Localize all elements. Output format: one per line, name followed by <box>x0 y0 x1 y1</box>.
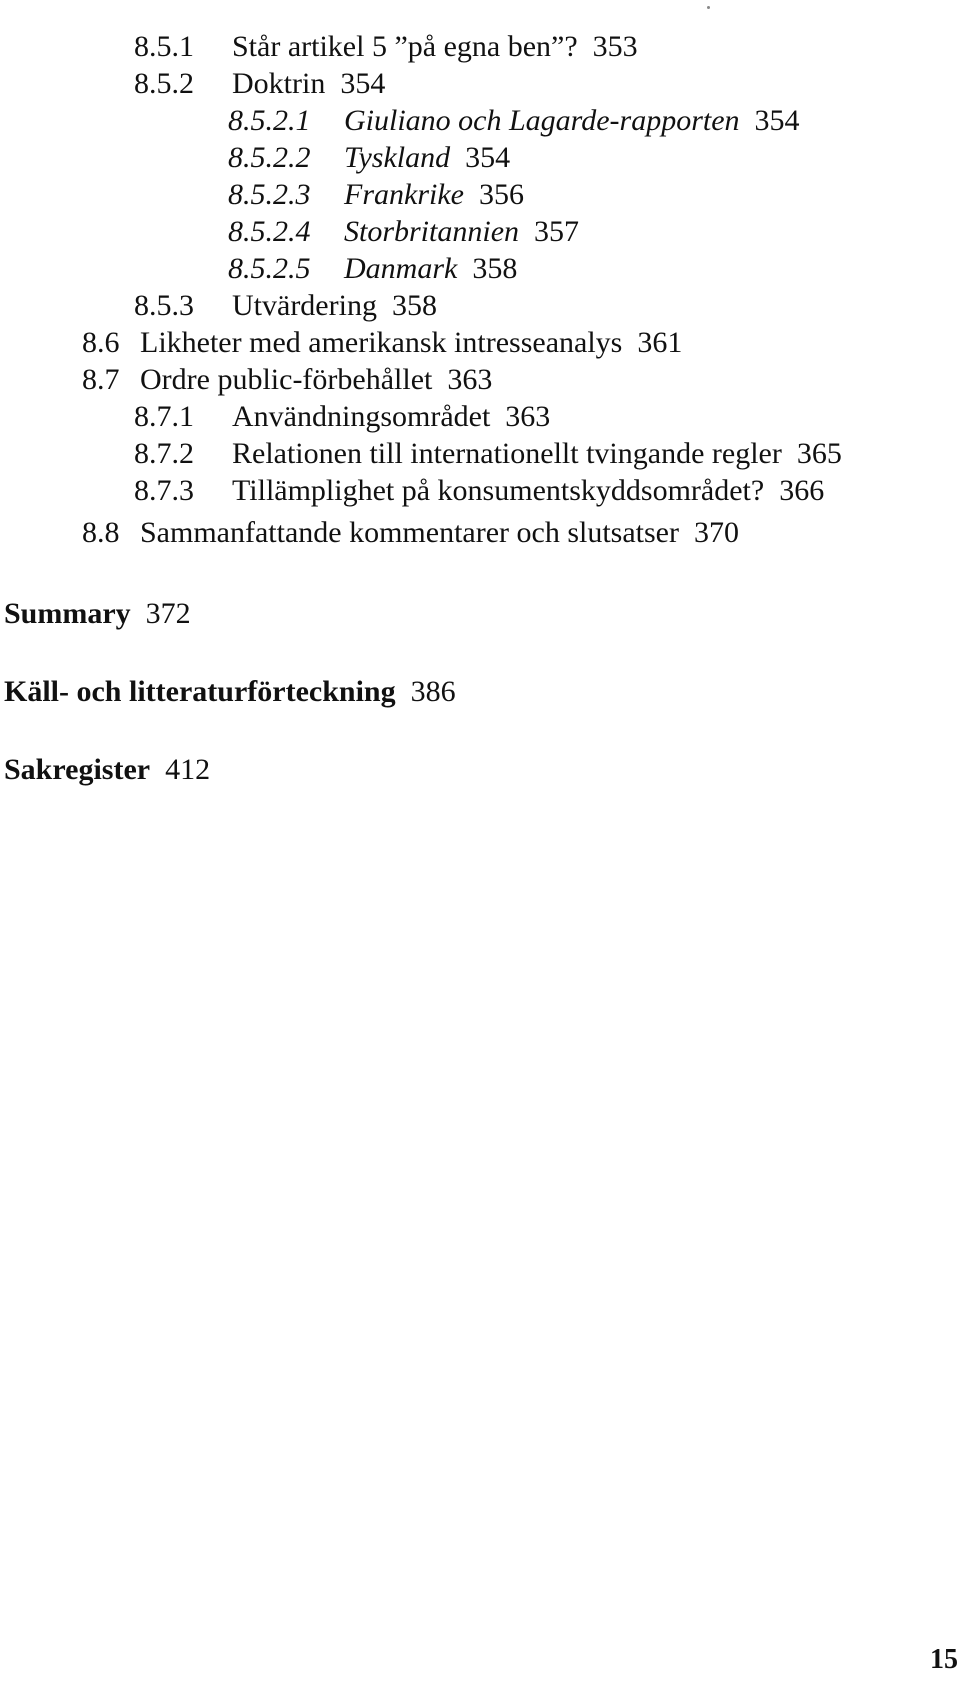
toc-entry-number: 8.5.2.3 <box>228 178 311 211</box>
toc-entry-number: 8.5.2 <box>134 67 194 100</box>
toc-entry-title: Användningsområdet 363 <box>232 400 551 433</box>
toc-entry-title: Tyskland 354 <box>344 141 511 174</box>
toc-entry-title: Likheter med amerikansk intresseanalys 361 <box>140 326 683 359</box>
toc-entry-page: 361 <box>637 326 683 359</box>
toc-section <box>4 753 210 787</box>
toc-entry-page: 354 <box>754 104 800 137</box>
toc-entry-title: Danmark 358 <box>344 252 518 285</box>
toc-entry-number: 8.7.1 <box>134 400 194 433</box>
toc-entry-title: Står artikel 5 ”på egna ben”? 353 <box>232 30 638 63</box>
toc-entry-page: 363 <box>505 400 551 433</box>
toc-entry-number: 8.5.2.4 <box>228 215 311 248</box>
toc-section-title: Käll- och litteraturförteckning <box>4 675 396 708</box>
toc-entry-title: Frankrike 356 <box>344 178 524 211</box>
toc-entry-page: 353 <box>592 30 638 63</box>
toc-entry-page: 363 <box>447 363 493 396</box>
toc-entry-title: Storbritannien 357 <box>344 215 580 248</box>
toc-section <box>4 675 456 709</box>
toc-entry-page: 358 <box>472 252 518 285</box>
toc-entry-page: 354 <box>465 141 511 174</box>
toc-entry-title: Giuliano och Lagarde-rapporten 354 <box>344 104 800 137</box>
toc-entry-title: Relationen till internationellt tvingande regler 365 <box>232 437 842 470</box>
page-number: 15 <box>930 1644 958 1675</box>
toc-entry-title: Ordre public-förbehållet 363 <box>140 363 493 396</box>
toc-entry-title: Utvärdering 358 <box>232 289 437 322</box>
toc-section-page: 372 <box>145 597 191 630</box>
toc-entry-title: Doktrin 354 <box>232 67 386 100</box>
toc-section-page: 386 <box>410 675 456 708</box>
toc-entry-number: 8.5.1 <box>134 30 194 63</box>
toc-entry-number: 8.5.3 <box>134 289 194 322</box>
toc-entry-page: 370 <box>694 516 739 549</box>
toc-entry-page: 356 <box>478 178 524 211</box>
toc-entry-number: 8.6 <box>82 326 120 359</box>
scan-speck <box>707 6 710 9</box>
toc-entry-number: 8.5.2.2 <box>228 141 311 174</box>
toc-entry-page: 358 <box>391 289 437 322</box>
toc-section-title: Summary <box>4 597 131 630</box>
toc-entry-number: 8.7 <box>82 363 120 396</box>
toc-entry-page: 354 <box>340 67 386 100</box>
toc-entry-title: Tillämplighet på konsumentskyddsområdet? 366 <box>232 474 825 507</box>
toc-entry-page: 365 <box>796 437 842 470</box>
toc-entry-number: 8.7.2 <box>134 437 194 470</box>
toc-section-title: Sakregister <box>4 753 151 786</box>
toc-entry-number: 8.7.3 <box>134 474 194 507</box>
toc-entry-title: Sammanfattande kommentarer och slutsatser 370 <box>140 516 739 549</box>
toc-entry-number: 8.5.2.1 <box>228 104 311 137</box>
toc-section-page: 412 <box>165 753 211 786</box>
toc-entry-number: 8.8 <box>82 516 120 549</box>
toc-entry-page: 357 <box>534 215 580 248</box>
toc-section <box>4 597 191 631</box>
toc-entry-number: 8.5.2.5 <box>228 252 311 285</box>
toc-entry-page: 366 <box>779 474 825 507</box>
